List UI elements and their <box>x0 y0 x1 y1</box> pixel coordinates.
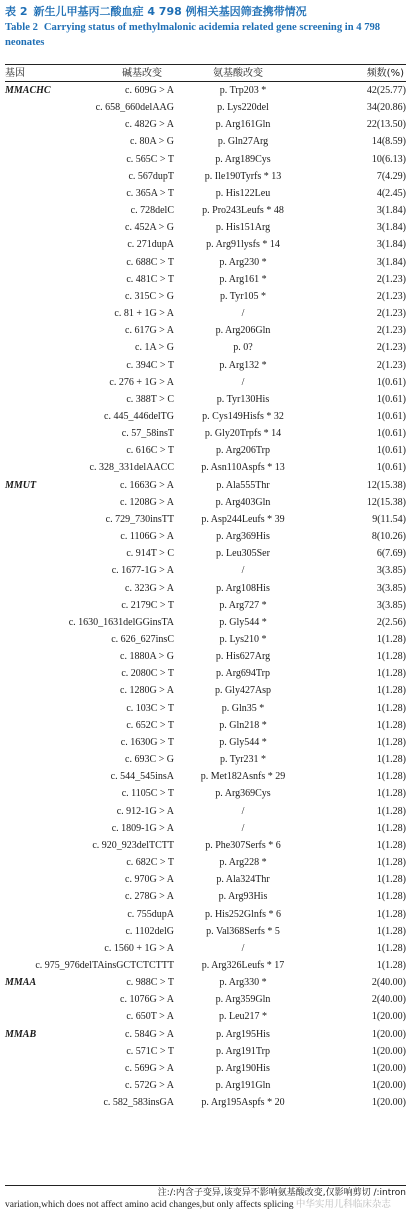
aa-change-cell: p. Asn110Aspfs * 13 <box>201 462 285 474</box>
table-row <box>5 820 406 837</box>
table-row <box>5 1060 406 1077</box>
base-change-cell: c. 682C > T <box>126 857 174 869</box>
aa-change-cell: p. Arg191Trp <box>216 1045 270 1057</box>
aa-change-cell: / <box>241 822 245 834</box>
table-header <box>5 66 406 81</box>
table-row <box>5 734 406 751</box>
table-row <box>5 545 406 562</box>
frequency-cell: 1(1.28) <box>376 925 406 937</box>
table-row <box>5 374 406 391</box>
base-change-cell: c. 569G > A <box>125 1062 174 1074</box>
base-change-cell: c. 975_976delTAinsGCTCTCTTT <box>35 959 174 971</box>
table-note <box>5 1187 406 1211</box>
frequency-cell: 1(0.61) <box>376 445 406 457</box>
frequency-cell: 2(1.23) <box>376 308 406 320</box>
base-change-cell: c. 693C > G <box>125 754 174 766</box>
header-aa-change: 氨基酸改变 <box>213 68 263 79</box>
aa-change-cell: p. His151Arg <box>215 222 271 234</box>
base-change-cell: c. 2179C > T <box>121 599 174 611</box>
aa-change-cell: p. Arg369His <box>216 531 270 543</box>
caption-zh-label: 表 2 <box>5 5 28 18</box>
base-change-cell: c. 988C > T <box>126 977 174 989</box>
table-row <box>5 288 406 305</box>
frequency-cell: 1(1.28) <box>376 754 406 766</box>
base-change-cell: c. 482G > A <box>125 119 174 131</box>
table-row <box>5 785 406 802</box>
table-row <box>5 477 406 494</box>
note-line-2-text: variation,which does not affect amino acid changes,but only affects splicing <box>5 1200 294 1210</box>
frequency-cell: 1(1.28) <box>376 908 406 920</box>
base-change-cell: c. 582_583insGA <box>103 1097 174 1109</box>
table-row <box>5 494 406 511</box>
aa-change-cell: p. Arg91lysfs * 14 <box>206 239 280 251</box>
gene-cell: MMAA <box>5 977 37 989</box>
caption-en-title: Carrying status of methylmalonic acidemia related gene screening in 4 798 neonates <box>5 22 381 48</box>
table-row <box>5 803 406 820</box>
aa-change-cell: / <box>241 376 245 388</box>
table-row <box>5 665 406 682</box>
frequency-cell: 7(4.29) <box>376 170 406 182</box>
table-row <box>5 82 406 99</box>
base-change-cell: c. 1076G > A <box>120 994 174 1006</box>
frequency-cell: 1(0.61) <box>376 428 406 440</box>
aa-change-cell: p. Phe307Serfs * 6 <box>205 839 281 851</box>
table-row <box>5 648 406 665</box>
base-change-cell: c. 57_58insT <box>121 428 174 440</box>
aa-change-cell: p. Arg195His <box>216 1028 270 1040</box>
table-row <box>5 957 406 974</box>
table-row <box>5 133 406 150</box>
frequency-cell: 1(20.00) <box>371 1080 406 1092</box>
frequency-cell: 42(25.77) <box>366 85 406 96</box>
base-change-cell: c. 315C > G <box>125 290 174 302</box>
caption-en-label: Table 2 <box>5 22 38 33</box>
frequency-cell: 1(20.00) <box>371 1062 406 1074</box>
aa-change-cell: p. His627Arg <box>215 651 271 663</box>
table-row <box>5 254 406 271</box>
table-row <box>5 511 406 528</box>
header-frequency: 频数(%) <box>366 68 404 79</box>
table-row <box>5 219 406 236</box>
table-row <box>5 99 406 116</box>
base-change-cell: c. 572G > A <box>125 1080 174 1092</box>
base-change-cell: c. 1A > G <box>135 342 174 354</box>
aa-change-cell: p. Lys210 * <box>219 634 267 645</box>
aa-change-cell: p. Tyr105 * <box>219 290 267 302</box>
aa-change-cell: p. Gly544 * <box>219 736 267 748</box>
aa-change-cell: p. Lys220del <box>217 102 269 114</box>
aa-change-cell: p. Asp244Leufs * 39 <box>201 513 285 525</box>
aa-change-cell: p. Leu217 * <box>218 1011 268 1023</box>
frequency-cell: 2(40.00) <box>371 994 406 1006</box>
base-change-cell: c. 658_660delAAG <box>95 102 174 114</box>
base-change-cell: c. 323G > A <box>125 582 174 594</box>
base-change-cell: c. 452A > G <box>125 222 174 234</box>
frequency-cell: 1(20.00) <box>371 1045 406 1057</box>
base-change-cell: c. 914T > C <box>126 548 174 560</box>
table-row <box>5 631 406 648</box>
aa-change-cell: p. Arg206Trp <box>216 445 270 457</box>
frequency-cell: 2(1.23) <box>376 273 406 285</box>
base-change-cell: c. 80A > G <box>130 136 174 148</box>
caption-zh-title: 新生儿甲基丙二酸血症 4 798 例相关基因筛查携带情况 <box>33 5 307 18</box>
frequency-cell: 22(13.50) <box>366 119 406 131</box>
frequency-cell: 1(1.28) <box>376 668 406 680</box>
aa-change-cell: p. Arg230 * <box>219 256 267 268</box>
base-change-cell: c. 81 + 1G > A <box>114 308 174 320</box>
frequency-cell: 1(1.28) <box>376 959 406 971</box>
aa-change-cell: p. Gln27Arg <box>217 136 269 148</box>
base-change-cell: c. 1880A > G <box>120 651 174 663</box>
aa-change-cell: p. Ala555Thr <box>216 479 270 491</box>
base-change-cell: c. 1663G > A <box>120 479 174 491</box>
base-change-cell: c. 729_730insTT <box>105 513 174 525</box>
frequency-cell: 3(3.85) <box>376 599 406 611</box>
base-change-cell: c. 571C > T <box>126 1045 174 1057</box>
journal-watermark: 中华实用儿科临床杂志 <box>295 1200 391 1210</box>
aa-change-cell: p. Arg330 * <box>219 977 267 989</box>
table-row <box>5 837 406 854</box>
table-row <box>5 854 406 871</box>
aa-change-cell: / <box>241 805 245 817</box>
table-row <box>5 768 406 785</box>
frequency-cell: 3(1.84) <box>376 205 406 217</box>
table-row <box>5 322 406 339</box>
frequency-cell: 3(1.84) <box>376 256 406 268</box>
base-change-cell: c. 1106G > A <box>120 531 174 543</box>
base-change-cell: c. 1630_1631delGGinsTA <box>68 616 174 628</box>
base-change-cell: c. 970G > A <box>125 874 174 886</box>
aa-change-cell: p. Arg161 * <box>219 273 267 285</box>
table-row <box>5 751 406 768</box>
frequency-cell: 1(20.00) <box>371 1011 406 1023</box>
table-row <box>5 562 406 579</box>
frequency-cell: 2(1.23) <box>376 359 406 371</box>
frequency-cell: 1(1.28) <box>376 857 406 869</box>
caption-zh <box>5 4 405 20</box>
frequency-cell: 1(1.28) <box>376 685 406 697</box>
table-row <box>5 614 406 631</box>
frequency-cell: 1(1.28) <box>376 822 406 834</box>
aa-change-cell: / <box>241 308 245 320</box>
base-change-cell: c. 276 + 1G > A <box>109 376 174 388</box>
base-change-cell: c. 1630G > T <box>120 736 174 748</box>
frequency-cell: 14(8.59) <box>371 136 406 148</box>
table-row <box>5 151 406 168</box>
aa-change-cell: p. Gly20Trpfs * 14 <box>204 428 282 440</box>
table-row <box>5 357 406 374</box>
frequency-cell: 3(3.85) <box>376 582 406 594</box>
frequency-cell: 1(1.28) <box>376 634 406 645</box>
frequency-cell: 1(1.28) <box>376 839 406 851</box>
table-row <box>5 700 406 717</box>
aa-change-cell: p. Gly427Asp <box>214 685 272 697</box>
aa-change-cell: p. Arg727 * <box>219 599 267 611</box>
frequency-cell: 2(2.56) <box>376 616 406 628</box>
aa-change-cell: p. Gln35 * <box>221 702 265 714</box>
base-change-cell: c. 755dupA <box>127 908 174 920</box>
note-line-2 <box>5 1199 406 1211</box>
frequency-cell: 1(1.28) <box>376 874 406 886</box>
base-change-cell: c. 544_545insA <box>110 771 174 783</box>
base-change-cell: c. 728delC <box>130 205 174 217</box>
frequency-cell: 34(20.86) <box>366 102 406 114</box>
aa-change-cell: p. Arg359Gln <box>215 994 271 1006</box>
table-row <box>5 1008 406 1025</box>
table-row <box>5 408 406 425</box>
frequency-cell: 1(1.28) <box>376 942 406 954</box>
table-row <box>5 442 406 459</box>
base-change-cell: c. 626_627insC <box>111 634 174 645</box>
aa-change-cell: p. Tyr130His <box>216 393 270 405</box>
aa-change-cell: p. Arg93His <box>218 891 268 903</box>
aa-change-cell: p. Arg369Cys <box>215 788 271 800</box>
base-change-cell: c. 567dupT <box>128 170 174 182</box>
table-row <box>5 974 406 991</box>
table-row <box>5 391 406 408</box>
table-row <box>5 528 406 545</box>
table-row <box>5 580 406 597</box>
gene-cell: MMACHC <box>5 85 51 96</box>
frequency-cell: 1(1.28) <box>376 891 406 903</box>
base-change-cell: c. 1809-1G > A <box>111 822 174 834</box>
table-row <box>5 271 406 288</box>
aa-change-cell: p. Met182Asnfs * 29 <box>200 771 286 783</box>
aa-change-cell: p. Arg191Gln <box>215 1080 271 1092</box>
base-change-cell: c. 103C > T <box>126 702 174 714</box>
aa-change-cell: p. Arg132 * <box>219 359 267 371</box>
frequency-cell: 9(11.54) <box>372 513 406 525</box>
base-change-cell: c. 688C > T <box>126 256 174 268</box>
table-row <box>5 940 406 957</box>
aa-change-cell: p. Gln218 * <box>219 719 267 731</box>
frequency-cell: 1(1.28) <box>376 788 406 800</box>
base-change-cell: c. 652C > T <box>126 719 174 731</box>
aa-change-cell: p. Arg190His <box>216 1062 270 1074</box>
base-change-cell: c. 912-1G > A <box>116 805 174 817</box>
base-change-cell: c. 365A > T <box>126 187 174 199</box>
frequency-cell: 12(15.38) <box>366 479 406 491</box>
table-row <box>5 425 406 442</box>
aa-change-cell: p. Ile190Tyrfs * 13 <box>204 170 282 182</box>
note-line-1: 注:/:内含子变异,该变异不影响氨基酸改变,仅影响剪切 /:intron <box>157 1188 406 1198</box>
aa-change-cell: p. Arg189Cys <box>215 153 271 165</box>
frequency-cell: 1(0.61) <box>376 462 406 474</box>
table-row <box>5 1026 406 1043</box>
aa-change-cell: p. Gly544 * <box>219 616 267 628</box>
caption-en <box>5 20 405 50</box>
base-change-cell: c. 920_923delTCTT <box>92 839 174 851</box>
header-base-change: 碱基改变 <box>122 68 162 79</box>
frequency-cell: 1(0.61) <box>376 410 406 422</box>
base-change-cell: c. 271dupA <box>127 239 174 251</box>
base-change-cell: c. 1280G > A <box>120 685 174 697</box>
gene-cell: MMAB <box>5 1028 37 1040</box>
frequency-cell: 3(1.84) <box>376 239 406 251</box>
aa-change-cell: p. Pro243Leufs * 48 <box>202 205 284 217</box>
table-row <box>5 717 406 734</box>
frequency-cell: 4(2.45) <box>376 187 406 199</box>
frequency-cell: 10(6.13) <box>371 153 406 165</box>
base-change-cell: c. 1105C > T <box>121 788 174 800</box>
table-row <box>5 116 406 133</box>
frequency-cell: 1(0.61) <box>376 376 406 388</box>
frequency-cell: 1(0.61) <box>376 393 406 405</box>
table-row <box>5 168 406 185</box>
aa-change-cell: p. Arg161Gln <box>215 119 271 131</box>
base-change-cell: c. 328_331delAACC <box>89 462 174 474</box>
table-row <box>5 1043 406 1060</box>
table-row <box>5 888 406 905</box>
gene-cell: MMUT <box>5 479 37 491</box>
frequency-cell: 1(1.28) <box>376 736 406 748</box>
aa-change-cell: p. Tyr231 * <box>219 754 267 766</box>
aa-change-cell: p. Trp203 * <box>219 85 267 96</box>
base-change-cell: c. 394C > T <box>126 359 174 371</box>
aa-change-cell: p. Arg228 * <box>219 857 267 869</box>
table-row <box>5 185 406 202</box>
frequency-cell: 1(1.28) <box>376 805 406 817</box>
base-change-cell: c. 1208G > A <box>120 496 174 508</box>
table-row <box>5 1077 406 1094</box>
base-change-cell: c. 1102delG <box>125 925 174 937</box>
table-row <box>5 991 406 1008</box>
base-change-cell: c. 650T > A <box>126 1011 174 1023</box>
header-gene: 基因 <box>5 68 25 79</box>
table-caption <box>0 0 411 50</box>
base-change-cell: c. 481C > T <box>126 273 174 285</box>
frequency-cell: 2(1.23) <box>376 290 406 302</box>
frequency-cell: 1(1.28) <box>376 771 406 783</box>
frequency-cell: 12(15.38) <box>366 496 406 508</box>
table-row <box>5 906 406 923</box>
frequency-cell: 3(3.85) <box>376 565 406 577</box>
aa-change-cell: p. Arg694Trp <box>216 668 270 680</box>
table-row <box>5 682 406 699</box>
table-row <box>5 597 406 614</box>
aa-change-cell: p. Arg206Gln <box>215 325 271 337</box>
aa-change-cell: p. Val368Serfs * 5 <box>206 925 280 937</box>
table-row <box>5 1094 406 1111</box>
base-change-cell: c. 278G > A <box>125 891 174 903</box>
base-change-cell: c. 609G > A <box>125 85 174 96</box>
table-row <box>5 339 406 356</box>
base-change-cell: c. 616C > T <box>126 445 174 457</box>
aa-change-cell: p. Arg403Gln <box>215 496 271 508</box>
aa-change-cell: p. Arg108His <box>216 582 270 594</box>
frequency-cell: 2(1.23) <box>376 325 406 337</box>
aa-change-cell: / <box>241 942 245 954</box>
frequency-cell: 2(1.23) <box>376 342 406 354</box>
aa-change-cell: p. Arg326Leufs * 17 <box>201 959 285 971</box>
base-change-cell: c. 2080C > T <box>121 668 174 680</box>
table-row <box>5 871 406 888</box>
aa-change-cell: p. Leu305Ser <box>216 548 270 560</box>
table-row <box>5 202 406 219</box>
base-change-cell: c. 1677-1G > A <box>111 565 174 577</box>
base-change-cell: c. 584G > A <box>125 1028 174 1040</box>
aa-change-cell: p. Arg195Aspfs * 20 <box>201 1097 285 1109</box>
frequency-cell: 1(20.00) <box>371 1097 406 1109</box>
aa-change-cell: p. Ala324Thr <box>216 874 270 886</box>
frequency-cell: 2(40.00) <box>371 977 406 989</box>
aa-change-cell: p. 0? <box>233 342 253 354</box>
frequency-cell: 1(20.00) <box>371 1028 406 1040</box>
base-change-cell: c. 565C > T <box>126 153 174 165</box>
frequency-cell: 3(1.84) <box>376 222 406 234</box>
table-row <box>5 923 406 940</box>
base-change-cell: c. 445_446delTG <box>104 410 174 422</box>
frequency-cell: 6(7.69) <box>376 548 406 560</box>
aa-change-cell: p. Cys149Hisfs * 32 <box>202 410 284 422</box>
table-body <box>5 82 406 1111</box>
frequency-cell: 1(1.28) <box>376 702 406 714</box>
aa-change-cell: / <box>241 565 245 577</box>
table-row <box>5 459 406 476</box>
base-change-cell: c. 1560 + 1G > A <box>104 942 174 954</box>
table-row <box>5 236 406 253</box>
frequency-cell: 1(1.28) <box>376 651 406 663</box>
aa-change-cell: p. His122Leu <box>215 187 271 199</box>
frequency-cell: 1(1.28) <box>376 719 406 731</box>
base-change-cell: c. 388T > C <box>126 393 174 405</box>
aa-change-cell: p. His252Glnfs * 6 <box>204 908 282 920</box>
base-change-cell: c. 617G > A <box>125 325 174 337</box>
frequency-cell: 8(10.26) <box>371 531 406 543</box>
table-row <box>5 305 406 322</box>
